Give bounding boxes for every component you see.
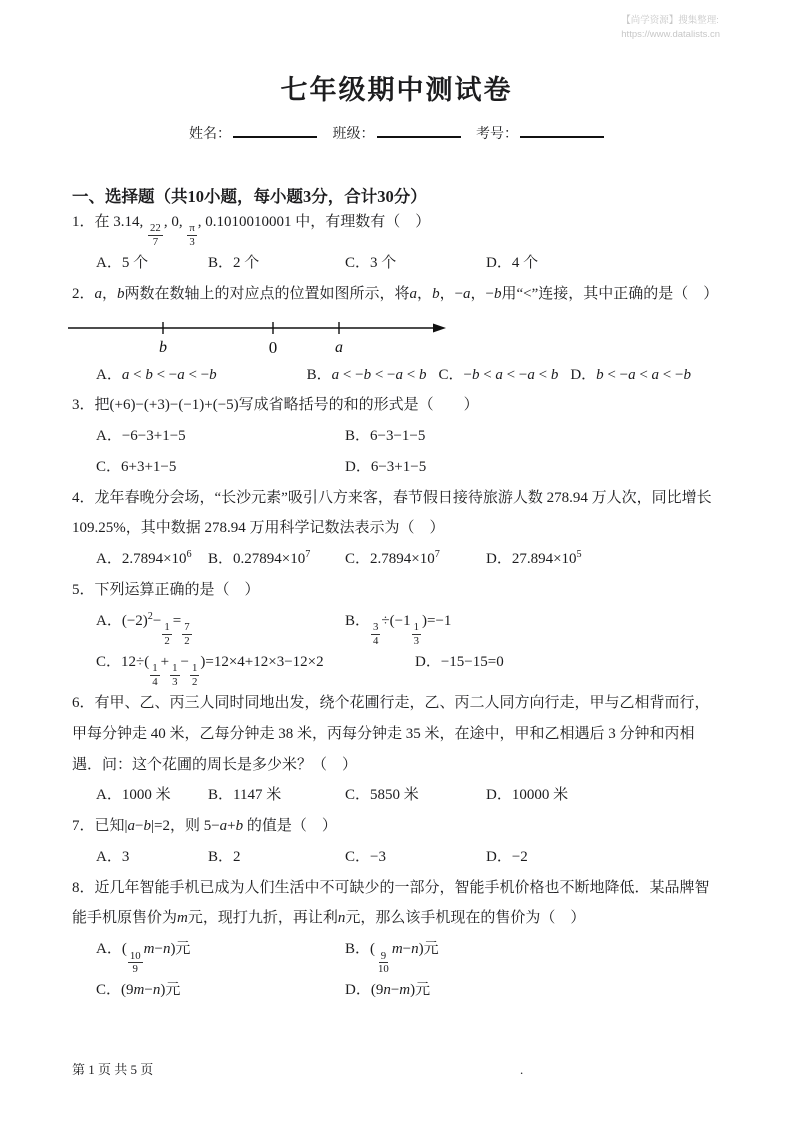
option-b: B． $\frac{3}{4}$ ÷(−1 $\frac{1}{3}$ )=−1 bbox=[345, 612, 452, 647]
option-b: B．$0.27894\times 10^7$ bbox=[208, 549, 311, 568]
option-d: D．10000 米 bbox=[486, 787, 569, 804]
option-c: C．12÷( $\frac{1}{4}$ + $\frac{1}{3}$ − $\frac{1}{2}$ )=12×4+12×3−12×2 bbox=[96, 653, 324, 688]
student-info-line bbox=[72, 123, 721, 143]
watermark-source-line: 【尚学资源】搜集整理: bbox=[621, 15, 719, 26]
number-line-figure bbox=[66, 314, 721, 358]
watermark bbox=[621, 14, 720, 43]
option-a: A．3 bbox=[96, 848, 130, 865]
class-label: 班级： bbox=[332, 127, 375, 142]
option-b: B．2 bbox=[208, 848, 241, 865]
label-0: 0 bbox=[268, 337, 278, 357]
question-4 bbox=[72, 483, 721, 575]
option-a: A．$(-2)^2-$ $\frac{1}{2}$ = $\frac{7}{2}$ bbox=[96, 610, 190, 647]
label-a: a bbox=[335, 338, 343, 356]
question-8-options bbox=[72, 934, 721, 1006]
question-5-stem: 5．下列运算正确的是（ ） bbox=[72, 581, 260, 598]
label-b: b bbox=[159, 338, 167, 356]
option-d: D．$27.894\times 10^5$ bbox=[486, 549, 582, 568]
option-a: A．1000 米 bbox=[96, 787, 171, 804]
option-b: B．1147 米 bbox=[208, 787, 282, 804]
option-a: A．−6−3+1−5 bbox=[96, 428, 186, 445]
question-2 bbox=[72, 279, 721, 391]
number-line-svg bbox=[66, 314, 446, 358]
question-1 bbox=[72, 207, 721, 279]
name-field bbox=[189, 127, 317, 142]
footer-dot: . bbox=[520, 1062, 524, 1077]
option-c: C．−3 bbox=[345, 848, 386, 865]
option-b: B．6−3−1−5 bbox=[345, 428, 426, 445]
class-field bbox=[333, 127, 461, 142]
question-6 bbox=[72, 688, 721, 811]
question-7-stem: 7．已知|a−b|=2，则 5−a+b 的值是（ ） bbox=[72, 818, 337, 835]
option-b: B．a < −b < −a < b bbox=[306, 366, 427, 383]
option-d: D．6−3+1−5 bbox=[345, 458, 427, 475]
question-2-options bbox=[72, 360, 721, 391]
option-d: D．−2 bbox=[486, 848, 528, 865]
question-5 bbox=[72, 575, 721, 688]
question-8 bbox=[72, 873, 721, 1006]
paper-title: 七年级期中测试卷 bbox=[280, 75, 513, 105]
question-8-stem: 8．近几年智能手机已成为人们生活中不可缺少的一部分，智能手机价格也不断地降低．某品牌智能手机原售价为m元，现打九折，再让利n元，那么该手机现在的售价为（ ） bbox=[72, 879, 710, 927]
option-a: A．a < b < −a < −b bbox=[96, 366, 217, 383]
question-6-options bbox=[72, 780, 721, 811]
section-heading: 一、选择题（共10小题，每小题3分，合计30分） bbox=[72, 187, 427, 206]
option-c: C．6+3+1−5 bbox=[96, 458, 177, 475]
name-blank-line bbox=[233, 124, 317, 138]
question-5-options-row-2 bbox=[72, 647, 721, 688]
option-d: D．(9n−m)元 bbox=[345, 982, 431, 999]
option-b: B．( $\frac{9}{10}$ m−n)元 bbox=[345, 941, 439, 975]
question-1-options bbox=[72, 248, 721, 279]
option-c: C．−b < a < −a < b bbox=[438, 366, 559, 383]
question-3-stem: 3．把(+6)−(+3)−(−1)+(−5)写成省略括号的和的形式是（ ） bbox=[72, 397, 479, 414]
option-c: C．(9m−n)元 bbox=[96, 982, 181, 999]
question-3-options bbox=[72, 421, 721, 483]
exam-no-label: 考号： bbox=[476, 127, 518, 142]
option-c: C．3 个 bbox=[345, 255, 397, 272]
option-d: D．4 个 bbox=[486, 255, 539, 272]
class-blank-line bbox=[377, 124, 461, 138]
option-c: C．$2.7894\times 10^7$ bbox=[345, 549, 440, 568]
page-number: 第 1 页 共 5 页 bbox=[72, 1062, 154, 1077]
name-label: 姓名： bbox=[189, 127, 231, 142]
question-7-options bbox=[72, 842, 721, 873]
option-d: D．−15−15=0 bbox=[415, 653, 504, 670]
option-d: D．b < −a < a < −b bbox=[570, 366, 691, 383]
question-3 bbox=[72, 390, 721, 482]
option-a: A．( $\frac{10}{9}$ m−n)元 bbox=[96, 941, 191, 975]
watermark-url: https://www.datalists.cn bbox=[621, 29, 720, 41]
exam-no-field bbox=[476, 127, 604, 142]
question-4-stem: 4．龙年春晚分会场，“长沙元素”吸引八方来客，春节假日接待旅游人数 278.94 万人次，同比增长 109.25%，其中数据 278.94 万用科学记数法表示为（ ） bbox=[72, 489, 712, 537]
question-5-options-row-1 bbox=[72, 606, 721, 647]
exam-no-blank-line bbox=[520, 124, 604, 138]
question-7 bbox=[72, 811, 721, 873]
arrowhead-icon bbox=[433, 323, 446, 332]
question-1-stem: 1．在 3.14, $\frac{22}{7}$ , 0, $\frac{\pi}{3}$ , 0.1010010001 中，有理数有（ ） bbox=[72, 214, 431, 248]
option-a: A．$2.7894\times 10^6$ bbox=[96, 549, 192, 568]
question-6-stem: 6．有甲、乙、丙三人同时同地出发，绕个花圃行走，乙、丙二人同方向行走，甲与乙相背而行，甲每分钟走 40 米，乙每分钟走 38 米，丙每分钟走 35 米，在途中，甲和乙相遇后 3 分钟和丙相遇．问：这个花圃的周长是多少米？（ ） bbox=[72, 695, 710, 773]
option-b: B．2 个 bbox=[208, 255, 260, 272]
question-2-stem: 2．a，b两数在数轴上的对应点的位置如图所示，将a，b，−a，−b用“<”连接，其中正确的是（ ） bbox=[72, 285, 719, 302]
option-c: C．5850 米 bbox=[345, 787, 419, 804]
question-4-options bbox=[72, 544, 721, 575]
option-a: A．5 个 bbox=[96, 255, 149, 272]
